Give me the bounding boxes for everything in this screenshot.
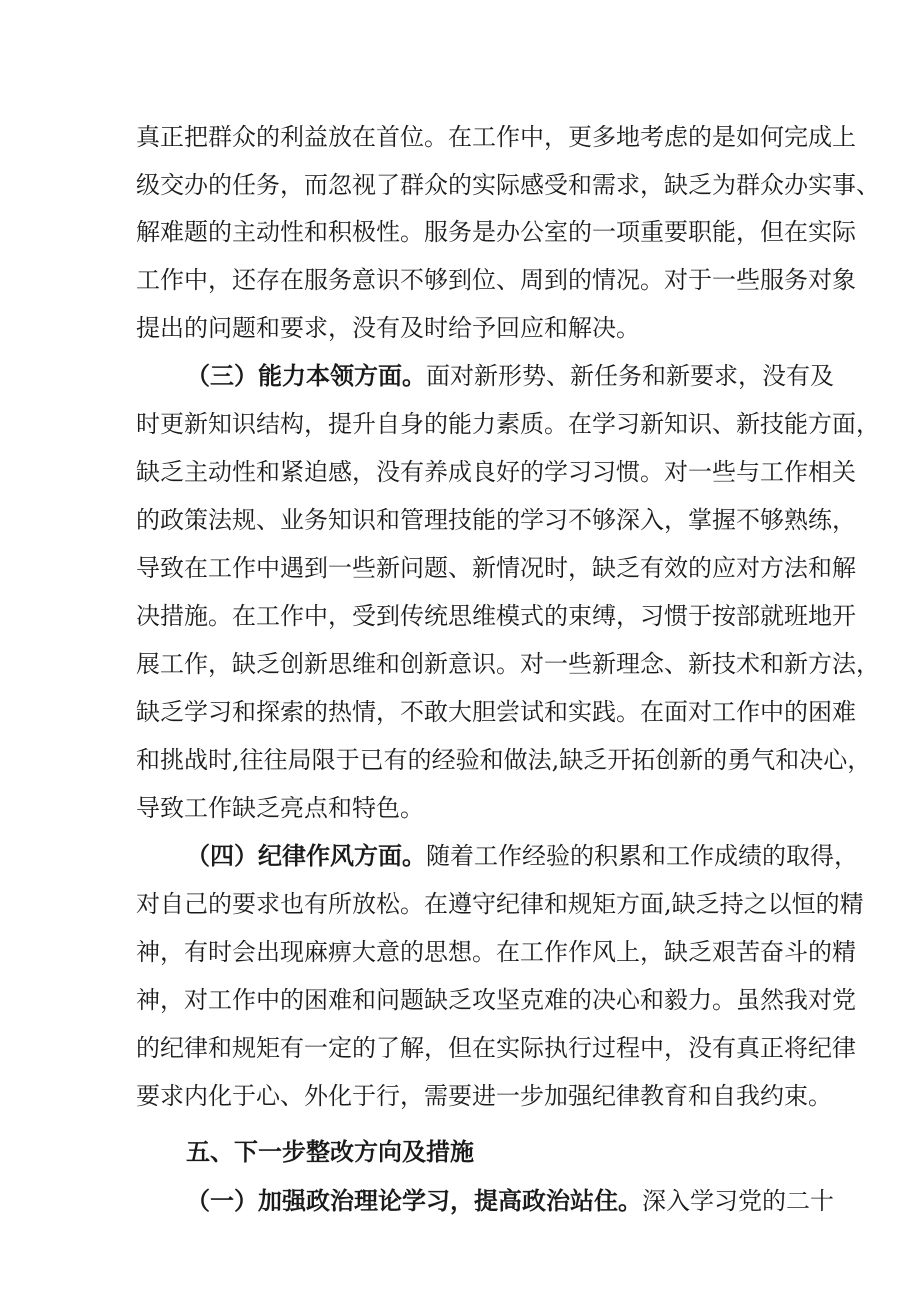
paragraph-text: 面对新形势、新任务和新要求，没有及 [426, 362, 834, 390]
text-line: 缺乏学习和探索的热情，不敢大胆尝试和实践。在面对工作中的困难 [136, 698, 856, 726]
text-line: 神，有时会出现麻痹大意的思想。在工作作风上，缺乏艰苦奋斗的精 [136, 938, 856, 966]
text-line: 缺乏主动性和紧迫感，没有养成良好的学习习惯。对一些与工作相关 [136, 458, 856, 486]
paragraph-heading: （三）能力本领方面。 [186, 362, 426, 390]
paragraph-text: 深入学习党的二十 [642, 1187, 834, 1215]
paragraph-first-line [186, 1183, 834, 1219]
text-line: 的政策法规、业务知识和管理技能的学习不够深入，掌握不够熟练， [136, 506, 856, 534]
text-line: 神，对工作中的困难和问题缺乏攻坚克难的决心和毅力。虽然我对党 [136, 986, 856, 1014]
text-line: 的纪律和规矩有一定的了解，但在实际执行过程中，没有真正将纪律 [136, 1034, 856, 1062]
text-line: 要求内化于心、外化于行，需要进一步加强纪律教育和自我约束。 [136, 1082, 832, 1110]
text-line: 决措施。在工作中，受到传统思维模式的束缚，习惯于按部就班地开 [136, 602, 856, 630]
text-line: 真正把群众的利益放在首位。在工作中，更多地考虑的是如何完成上 [136, 123, 856, 151]
paragraph-text: 随着工作经验的积累和工作成绩的取得， [426, 842, 858, 870]
text-line: 提出的问题和要求，没有及时给予回应和解决。 [136, 314, 640, 342]
paragraph-first-line [186, 358, 834, 394]
text-line: 导致工作缺乏亮点和特色。 [136, 794, 424, 822]
text-line: 对自己的要求也有所放松。在遵守纪律和规矩方面,缺乏持之以恒的精 [136, 890, 864, 918]
section-title: 五、下一步整改方向及措施 [186, 1138, 474, 1166]
text-line: 工作中，还存在服务意识不够到位、周到的情况。对于一些服务对象 [136, 266, 856, 294]
paragraph-heading: （一）加强政治理论学习，提高政治站住。 [186, 1187, 642, 1215]
text-line: 时更新知识结构，提升自身的能力素质。在学习新知识、新技能方面， [136, 410, 880, 438]
text-line: 和挑战时,往往局限于已有的经验和做法,缺乏开拓创新的勇气和决心， [136, 746, 872, 774]
text-line: 级交办的任务，而忽视了群众的实际感受和需求，缺乏为群众办实事、 [136, 171, 880, 199]
text-line: 导致在工作中遇到一些新问题、新情况时，缺乏有效的应对方法和解 [136, 554, 856, 582]
text-line: 解难题的主动性和积极性。服务是办公室的一项重要职能，但在实际 [136, 218, 856, 246]
paragraph-heading: （四）纪律作风方面。 [186, 842, 426, 870]
text-line: 展工作，缺乏创新思维和创新意识。对一些新理念、新技术和新方法， [136, 650, 880, 678]
paragraph-first-line [186, 838, 858, 874]
